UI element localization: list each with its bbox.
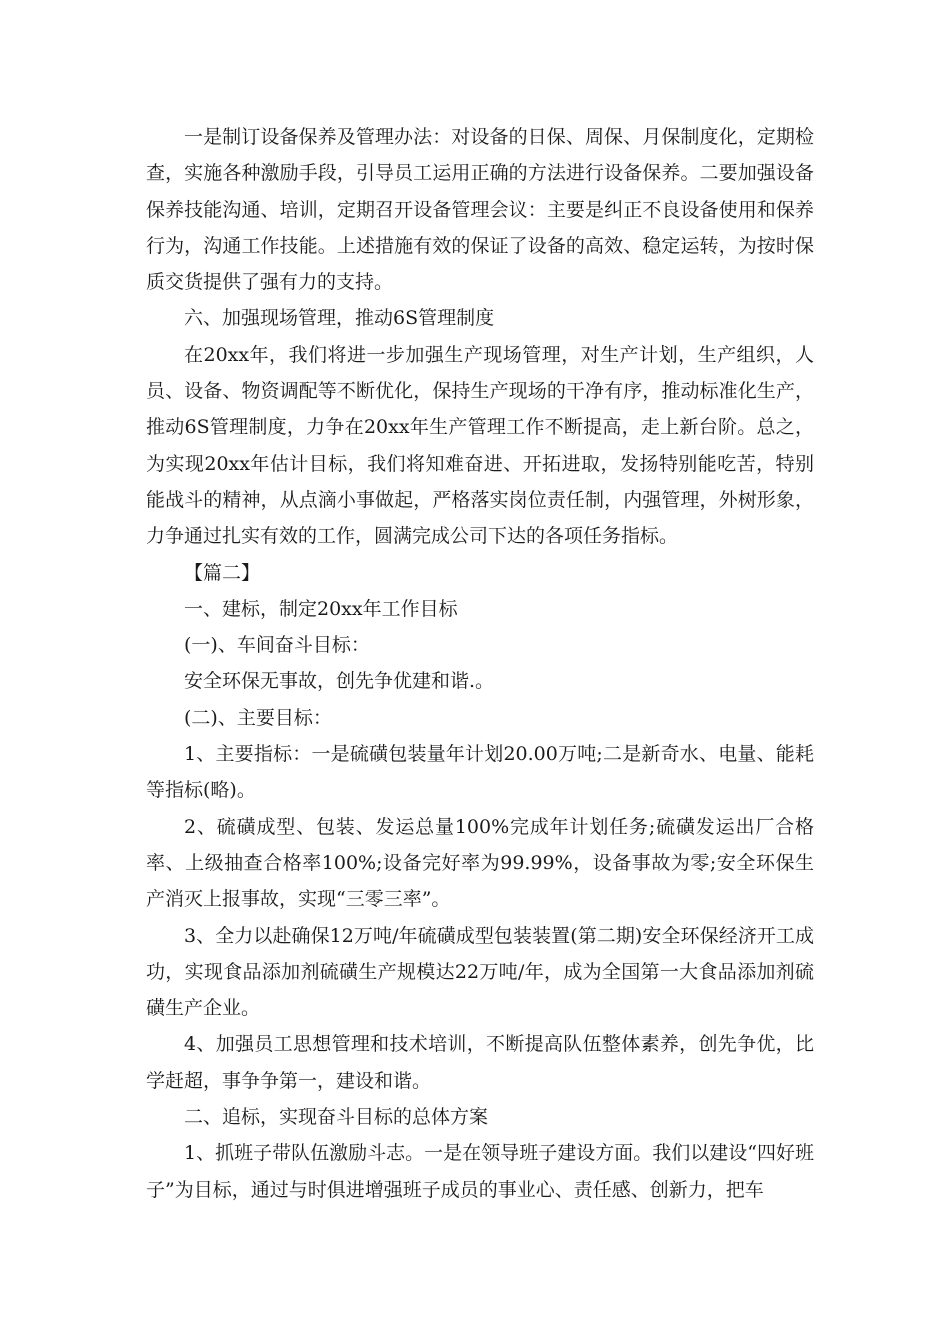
paragraph-workshop-goal: 安全环保无事故，创先争优建和谐.。 (184, 670, 495, 693)
paragraph-site-management: 在20xx年，我们将进一步加强生产现场管理，对生产计划，生产组织，人员、设备、物资调配等不断优化，保持生产现场的干净有序，推动标准化生产，推动6S管理制度，力争在20xx年生产管理工作不断提高，走上新台阶。总之，为实现20xx年估计目标，我们将知难奋进、开拓进取，发扬特别能吃苦，特别能战斗的精神，从点滴小事做起，严格落实岗位责任制，内强管理，外树形象，力争通过扎实有效的工作，圆满完成公司下达的各项任务指标。 (146, 343, 814, 548)
section-heading-6s: 六、加强现场管理，推动6S管理制度 (184, 307, 495, 330)
list-item-goal-3: 3、全力以赴确保12万吨/年硫磺成型包装装置(第二期)安全环保经济开工成功，实现食品添加剂硫磺生产规模达22万吨/年，成为全国第一大食品添加剂硫磺生产企业。 (146, 924, 814, 1020)
list-item-goal-2: 2、硫磺成型、包装、发运总量100%完成年计划任务;硫磺发运出厂合格率、上级抽查合格率100%;设备完好率为99.99%，设备事故为零;安全环保生产消灭上报事故，实现“三零三率”。 (146, 815, 814, 911)
list-item-goal-4: 4、加强员工思想管理和技术培训，不断提高队伍整体素养，创先争优，比学赶超，事争争第一，建设和谐。 (146, 1033, 814, 1092)
section-heading-plan: 二、追标，实现奋斗目标的总体方案 (184, 1106, 489, 1129)
list-item-plan-1: 1、抓班子带队伍激励斗志。一是在领导班子建设方面。我们以建设“四好班子”为目标，通过与时俱进增强班子成员的事业心、责任感、创新力，把车 (146, 1142, 814, 1201)
document-body (146, 119, 814, 1208)
list-item-goal-1: 1、主要指标：一是硫磺包装量年计划20.00万吨;二是新奇水、电量、能耗等指标(略)。 (146, 743, 814, 802)
subheading-workshop-goal: (一)、车间奋斗目标： (184, 634, 370, 657)
part-two-heading: 【篇二】 (184, 561, 261, 584)
paragraph-equipment-maintenance: 一是制订设备保养及管理办法：对设备的日保、周保、月保制度化，定期检查，实施各种激励手段，引导员工运用正确的方法进行设备保养。二要加强设备保养技能沟通、培训，定期召开设备管理会议：主要是纠正不良设备使用和保养行为，沟通工作技能。上述措施有效的保证了设备的高效、稳定运转，为按时保质交货提供了强有力的支持。 (146, 126, 814, 294)
subheading-main-goals: (二)、主要目标： (184, 706, 332, 729)
section-heading-goals: 一、建标，制定20xx年工作目标 (184, 597, 458, 620)
